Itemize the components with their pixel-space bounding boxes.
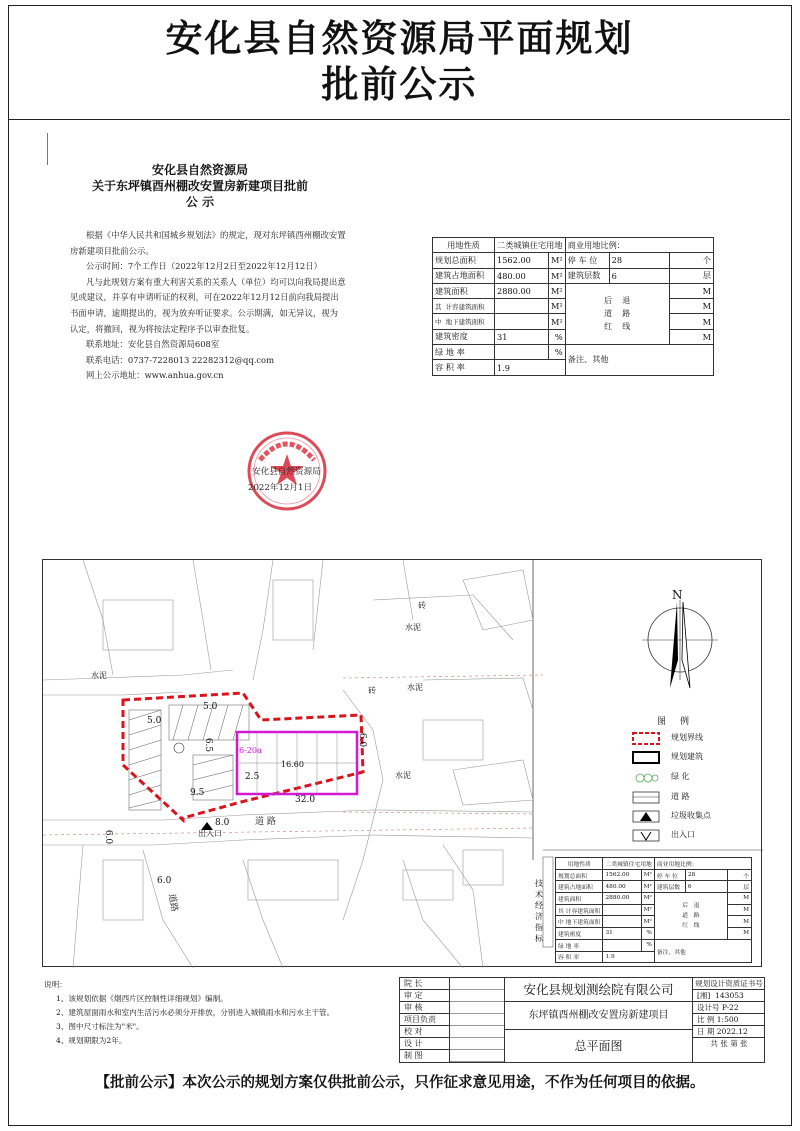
cell [603,916,641,928]
cell: 用地性质 [556,858,603,870]
drawing-name: 总平面图 [574,1039,623,1053]
cell: 后 [604,296,613,306]
setback-cell [654,893,727,940]
map-label: 32.0 [295,795,316,805]
cell: % [641,939,654,951]
cell: 退 [693,902,700,909]
legend-item: 出入口 [671,830,695,839]
contact-web: 网上公示地址：www.anhua.gov.cn [86,370,224,381]
cell: M² [549,299,566,314]
header [9,6,790,120]
site-boundary [123,693,363,820]
cell: 备注、其他 [654,939,751,962]
cell: M [669,283,713,298]
scan-mark [47,133,48,165]
cell: 红 [604,322,613,332]
contact-address: 联系地址：安化县自然资源局608室 [86,339,220,350]
notice-body [70,228,346,384]
cell: 道 [604,309,613,319]
map-label: 6.0 [157,876,172,886]
cell: 二类城镇住宅用地 [495,238,566,253]
project-name: 东坪镇酉州棚改安置房新建项目 [505,1002,692,1030]
cell: 中 [435,318,442,327]
date-label: 日 期 [697,1027,715,1036]
indicator-table [432,237,714,376]
note-item: 1、该规划依据《烟西片区控制性详细规划》编制。 [56,994,228,1003]
role: 校 对 [400,1026,449,1038]
cell: 2880.00 [603,893,641,905]
signature-col [450,978,505,1062]
map-label: 8.0 [215,818,230,828]
north-label: N [672,588,683,602]
cell: M [727,916,751,928]
design-no [693,1002,765,1014]
cell: 个 [669,253,713,268]
indicator-table-small [555,857,752,963]
cell: 建筑面积 [556,893,603,905]
map-label: 出入口 [198,829,222,838]
cell: 建筑层数 [565,268,609,283]
cell: 商业用地比例： [565,238,713,253]
cell [556,904,603,916]
cell: 容 积 率 [433,360,495,375]
notice-signature [248,464,321,496]
cell: 个 [727,869,751,881]
cell: 其 [435,302,442,311]
cell: 1562.00 [603,869,641,881]
scale-label: 比 例 [697,1015,715,1024]
cell: 地下建筑面积 [565,920,601,927]
cell: 31 [603,928,641,940]
cell: 28 [685,869,727,881]
cell: 6 [685,881,727,893]
cert-number: 143053 [715,991,744,1000]
cell [603,904,641,916]
map-label: 水泥 [407,683,423,692]
map-label: 6.5 [203,737,214,753]
cell: M² [641,869,654,881]
legend-item: 道 路 [671,792,690,801]
design-no-value: P-22 [721,1003,739,1012]
cell: 计容建筑面积 [445,302,485,311]
cell: M² [641,881,654,893]
cert-no [693,990,765,1002]
cert-prefix: [湘] [697,991,711,1000]
cell: 建筑层数 [654,881,685,893]
cell: M [727,893,751,905]
date [693,1026,765,1038]
sign-date: 2022年12月1日 [248,483,313,493]
map-label: 5.0 [147,716,162,726]
cell: 二类城镇住宅用地 [603,858,654,870]
cell: 其 [558,908,564,915]
footer-disclaimer: 【批前公示】本次公示的规划方案仅供批前公示，只作征求意见用途，不作为任何项目的依据。 [95,1075,705,1091]
cell: 停 车 位 [565,253,609,268]
cell: 31 [495,329,549,344]
role: 院 长 [400,978,449,990]
title-center [505,978,693,1062]
notes-title: 说明： [44,980,67,989]
cell: 建筑占地面积 [556,881,603,893]
notice-para-1: 根据《中华人民共和国城乡规划法》的规定，现对东坪镇酉州棚改安置房新建项目批前公示。 [70,230,346,256]
cell [495,314,549,329]
cell [603,939,641,951]
cell [495,299,549,314]
cell: % [549,345,566,360]
cell: 线 [693,922,700,929]
role: 制 图 [404,1051,423,1060]
cell: 容 积 率 [556,951,603,963]
cell: 路 [622,309,631,319]
cert-label: 规划设计资质证书号 [693,978,765,990]
title-block [399,977,765,1063]
cell: M² [641,893,654,905]
cell: 备注、其他 [565,345,713,376]
notice-heading [0,162,400,210]
page-title: 安化县自然资源局平面规划 [165,17,634,60]
date-value: 2022.12 [716,1027,748,1036]
cell: 计容建筑面积 [565,908,601,915]
map-label: 水泥 [91,671,107,680]
cell: 480.00 [603,881,641,893]
sheets: 共 张 第 张 [710,1039,748,1048]
map-label: 6.0 [103,829,114,845]
cell: 中 [558,920,564,927]
page-subtitle: 批前公示 [321,63,478,106]
cell: 建筑密度 [433,329,495,344]
cell: M [727,928,751,940]
cell [433,314,495,329]
map-label: 16.60 [281,760,304,769]
cell: 退 [622,296,631,306]
cell: 商业用地比例： [654,858,751,870]
map-label: 道 路 [255,817,276,827]
setback-cell [565,283,669,344]
cell: 6 [609,268,669,283]
legend-title: 图例 [657,717,704,727]
role: 项目负责 [400,1014,449,1026]
cell: 建筑占地面积 [433,268,495,283]
map-label: 道路 [166,893,180,913]
cell: M [669,299,713,314]
map-label: 砖 [418,601,426,610]
cell [556,916,603,928]
legend-item: 规划界线 [671,733,703,742]
side-label: 技术经济指标 [535,879,543,943]
note-item: 4、规划期限为2年。 [56,1036,127,1045]
note-item: 2、建筑屋面雨水和室内生活污水必须分开排放，分别进入城镇雨水和污水主干管。 [56,1008,335,1017]
map-label: 9.5 [190,788,205,798]
design-no-label: 设计号 [697,1003,720,1012]
cell: 28 [609,253,669,268]
legend-item: 绿 化 [671,772,690,781]
cell: 用地性质 [433,238,495,253]
cell: 层 [727,881,751,893]
cell: 规划总面积 [556,869,603,881]
notice-para-2: 公示时间：7个工作日（2022年12月2日至2022年12月12日） [86,261,323,272]
cell: % [549,329,566,344]
notice-heading-3: 公 示 [185,195,215,209]
cell: M [669,329,713,344]
map-label: 水泥 [395,771,411,780]
legend-item: 垃圾收集点 [671,811,711,820]
role: 审 核 [400,1002,449,1014]
notice-heading-1: 安化县自然资源局 [151,163,248,177]
cell: 后 [682,902,689,909]
note-item: 3、图中尺寸标注为"米"。 [56,1022,144,1031]
cell: M² [549,253,566,268]
role: 审 定 [400,990,449,1002]
scale-value: 1:500 [716,1015,739,1024]
cell: 480.00 [495,268,549,283]
cell: 线 [622,322,631,332]
cell: M² [549,283,566,298]
cell: 1562.00 [495,253,549,268]
map-label: 5.0 [203,702,218,712]
map-label: 2.5 [245,772,260,782]
map-label: 6.0 [357,732,368,748]
cell: 绿 地 率 [433,345,495,360]
cell: 道 [682,912,689,919]
cell: M [669,314,713,329]
sign-org: 安化县自然资源局 [252,467,321,477]
title-right [693,978,765,1062]
cell: 1.9 [495,360,566,375]
company-name: 安化县规划测绘院有限公司 [505,978,692,1002]
map-label: 砖 [368,686,376,695]
cell: 停 车 位 [654,869,685,881]
cell: M² [549,268,566,283]
cell: 地下建筑面积 [445,318,485,327]
cell: % [641,928,654,940]
scale [693,1014,765,1026]
cell: 建筑面积 [433,283,495,298]
cell: 路 [693,912,700,919]
notice-heading-2: 关于东坪镇酉州棚改安置房新建项目批前 [91,179,308,193]
cell: 规划总面积 [433,253,495,268]
cell: 建筑密度 [556,928,603,940]
roles-col [400,978,450,1062]
map-label: 6-20a [239,746,262,755]
cell [495,345,549,360]
contact-phone: 联系电话：0737-7228013 22282312@qq.com [86,354,275,365]
cell: 1.9 [603,951,654,963]
cell: 2880.00 [495,283,549,298]
cell: M² [641,904,654,916]
drawing-notes [44,978,334,1048]
cell: 绿 地 率 [556,939,603,951]
notice-para-3: 凡与此规划方案有重大利害关系的关系人（单位）均可以向我局提出意见或建议，并享有申请听证的权利，可在2022年12月12日前向我局提出书面申请，逾期提出的，视为放弃听证要求。公示期满，如无异议，视为认定，将撤回，视为将按法定程序予以审查批复。 [70,276,346,334]
map-label: 水泥 [405,623,421,632]
cell: M [727,904,751,916]
cell: M² [641,916,654,928]
cell: 红 [682,922,689,929]
cell: 层 [669,268,713,283]
legend-item: 规划建筑 [671,752,703,761]
cell [433,299,495,314]
north-arrow-icon [642,600,718,688]
cell: M² [549,314,566,329]
role: 设 计 [400,1038,449,1050]
